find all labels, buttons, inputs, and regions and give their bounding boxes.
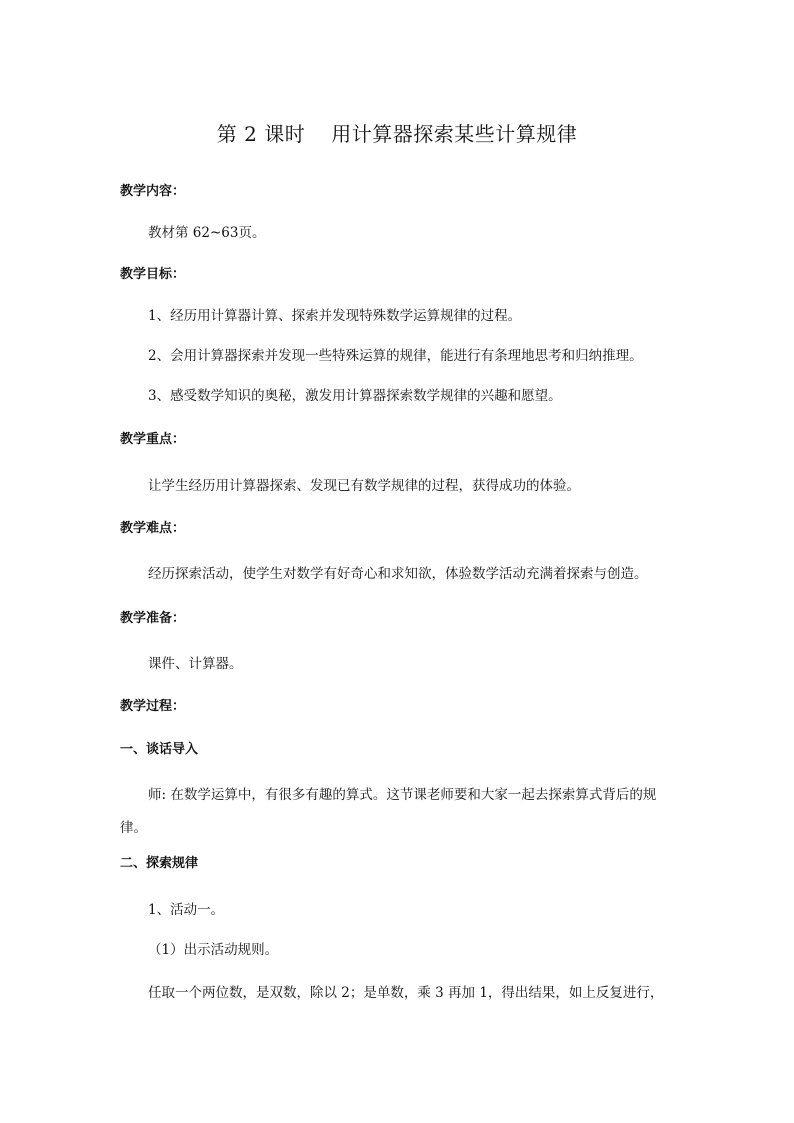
page-title — [0, 120, 794, 148]
content-heading: 教学内容： — [120, 184, 186, 199]
lesson-number: 第 2 课时 — [216, 122, 306, 146]
activity-1-rule: 任取一个两位数，是双数，除以 2；是单数，乘 3 再加 1，得出结果，如上反复进行， — [148, 985, 664, 1001]
preparation-text: 课件、计算器。 — [148, 656, 243, 672]
content-text: 教材第 62~63页。 — [148, 225, 266, 241]
difficulty-heading: 教学难点： — [120, 521, 186, 536]
goals-heading: 教学目标： — [120, 267, 186, 282]
activity-1-subitem: （1）出示活动规则。 — [148, 942, 279, 958]
lesson-topic: 用计算器探索某些计算规律 — [331, 122, 578, 146]
part-2-heading: 二、探索规律 — [120, 856, 199, 871]
difficulty-text: 经历探索活动，使学生对数学有好奇心和求知欲，体验数学活动充满着探索与创造。 — [148, 566, 648, 582]
activity-1: 1、活动一。 — [148, 902, 225, 918]
key-points-text: 让学生经历用计算器探索、发现已有数学规律的过程，获得成功的体验。 — [148, 478, 580, 494]
process-heading: 教学过程： — [120, 699, 186, 714]
preparation-heading: 教学准备： — [120, 611, 186, 626]
goal-3: 3、感受数学知识的奥秘，激发用计算器探索数学规律的兴趣和愿望。 — [148, 388, 562, 404]
part-1-text: 师: 在数学运算中，有很多有趣的算式。这节课老师要和大家一起去探索算式背后的规律。 — [120, 787, 657, 836]
goal-1: 1、经历用计算器计算、探索并发现特殊数学运算规律的过程。 — [148, 308, 522, 324]
part-1-heading: 一、谈话导入 — [120, 742, 199, 757]
key-points-heading: 教学重点： — [120, 432, 186, 447]
goal-2: 2、会用计算器探索并发现一些特殊运算的规律，能进行有条理地思考和归纳推理。 — [148, 348, 643, 364]
